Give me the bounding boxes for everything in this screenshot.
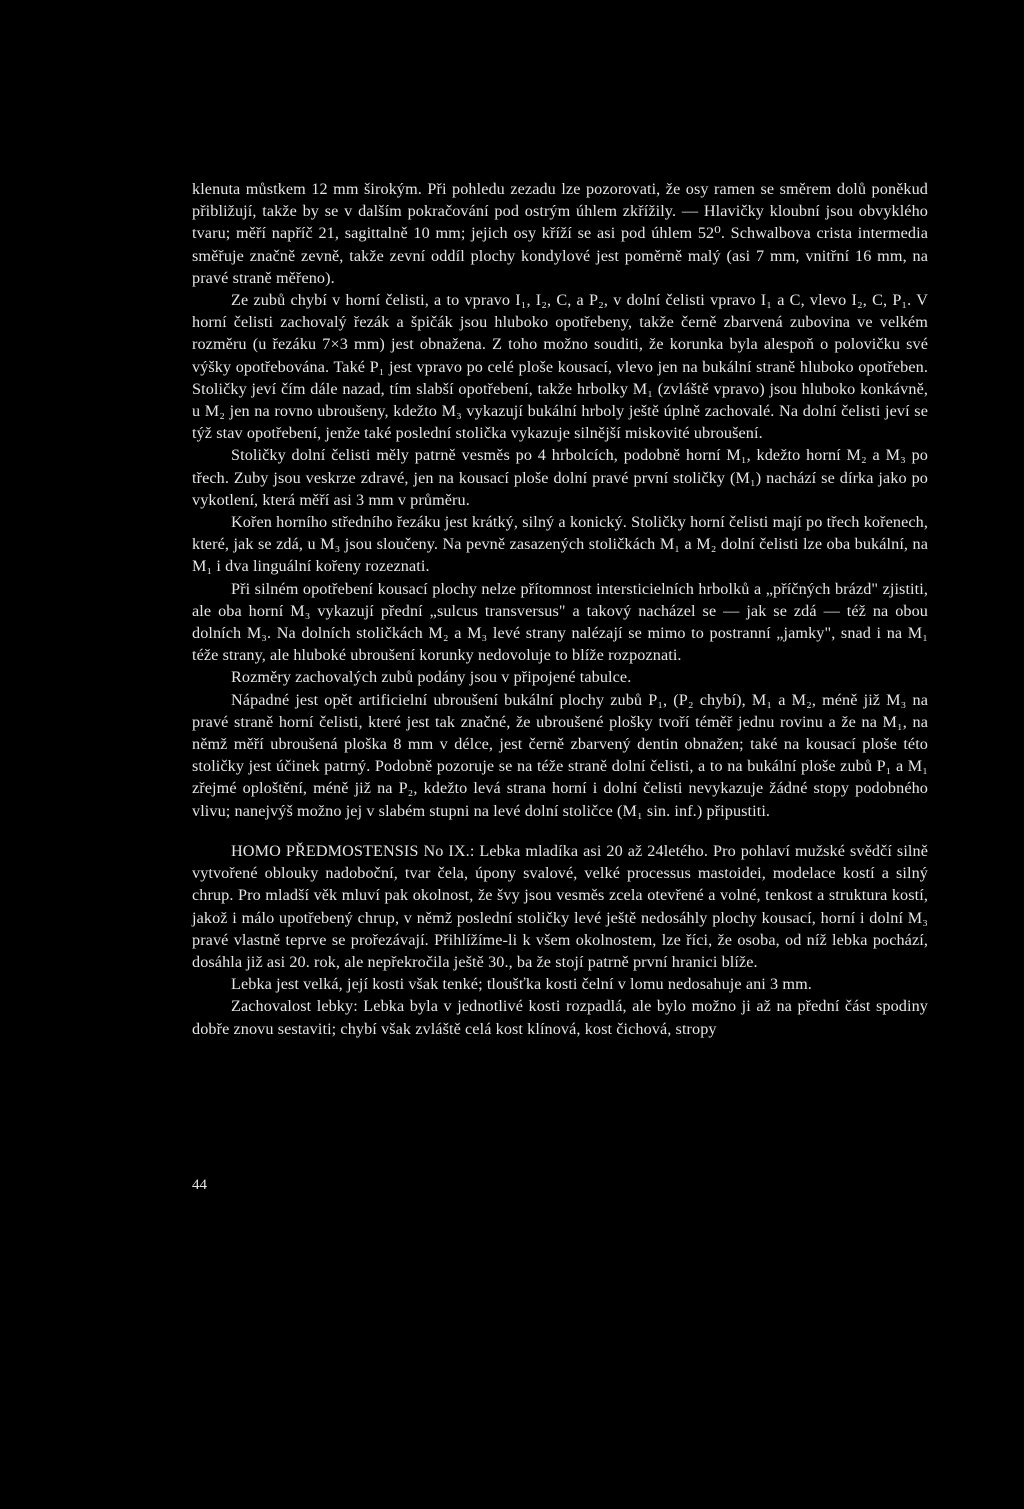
- paragraph: Stoličky dolní čelisti měly patrně vesměs po 4 hrbolcích, podobně horní M₁, kdežto horní M₂ a M₃ po třech. Zuby jsou veskrze zdravé, jen na kousací ploše dolní pravé první stoličky (M₁) nachází se dírka jako po vykotlení, která měří asi 3 mm v průměru.: [192, 446, 928, 509]
- body-text: [192, 178, 928, 1040]
- paragraph: Nápadné jest opět artificielní ubroušení bukální plochy zubů P₁, (P₂ chybí), M₁ a M₂, méně již M₃ na pravé straně horní čelisti, které jest tak značné, že ubroušené plošky tvoří téměř jednu rovinu a že na M₁, na němž měří ubroušená ploška 8 mm v délce, jest černě zbarvený dentin obnažen; také na kousací ploše této stoličky jest účinek patrný. Podobně pozoruje se na téže straně dolní čelisti, a to na bukální ploše zubů P₁ a M₁ zřejmé oploštění, méně již na P₂, kdežto levá strana horní i dolní čelisti nevykazuje žádné stopy podobného vlivu; nanejvýš možno jej v slabém stupni na levé dolní stoličce (M₁ sin. inf.) připustiti.: [192, 690, 928, 820]
- paragraph: Ze zubů chybí v horní čelisti, a to vpravo I₁, I₂, C, a P₂, v dolní čelisti vpravo I₁ a C, vlevo I₂, C, P₁. V horní čelisti zachovalý řezák a špičák jsou hluboko opotřebeny, takže černě zbarvená zubovina ve velkém rozměru (u řezáku 7×3 mm) jest obnažena. Z toho možno souditi, že korunka byla alespoň o polovičku své výšky opotřebována. Také P₁ jest vpravo po celé ploše kousací, vlevo jen na bukální straně hluboko opotřeben. Stoličky jeví čím dále nazad, tím slabší opotřebení, takže hrbolky M₁ (zvláště vpravo) jsou hluboko konkávně, u M₂ jen na rovno ubroušeny, kdežto M₃ vykazují bukální hrboly ještě úplně zachovalé. Na dolní čelisti jeví se týž stav opotřebení, jenže také poslední stolička vykazuje silnější miskovité ubroušení.: [192, 291, 928, 443]
- paragraph: Při silném opotřebení kousací plochy nelze přítomnost intersticielních hrbolků a „příčných brázd" zjistiti, ale oba horní M₃ vykazují přední „sulcus transversus" a takový nacházel se — jak se zdá — též na obou dolních M₃. Na dolních stoličkách M₂ a M₃ levé strany nalézají se mimo to postranní „jamky", snad i na M₁ téže strany, ale hluboké ubroušení korunky nedovoluje to blíže rozpoznati.: [192, 579, 928, 665]
- section-paragraph: HOMO PŘEDMOSTENSIS No IX.: Lebka mladíka asi 20 až 24letého. Pro pohlaví mužské svědčí silně vytvořené oblouky nadoboční, tvar čela, úpony svalové, velké processus mastoidei, modelace kostí a silný chrup. Pro mladší věk mluví pak okolnost, že švy jsou vesměs zcela otevřené a volné, tenkost a struktura kostí, jakož i málo upotřebený chrup, v němž poslední stoličky levé ještě nedosáhly plochy kousací, horní i dolní M₃ pravé vlastně teprve se prořezávají. Přihlížíme-li k všem okolnostem, lze říci, že osoba, od níž lebka pochází, dosáhla již asi 20. rok, ale nepřekročila ještě 30., ba že stojí patrně první hranici blíže.: [192, 841, 928, 971]
- paragraph: Lebka jest velká, její kosti však tenké; tloušťka kosti čelní v lomu nedosahuje ani 3 mm.: [231, 975, 812, 994]
- paragraph: Kořen horního středního řezáku jest krátký, silný a konický. Stoličky horní čelisti mají po třech kořenech, které, jak se zdá, u M₃ jsou sloučeny. Na pevně zasazených stoličkách M₁ a M₂ dolní čelisti lze oba bukální, na M₁ i dva linguální kořeny rozeznati.: [192, 513, 928, 576]
- paragraph: Rozměry zachovalých zubů podány jsou v připojené tabulce.: [231, 668, 632, 687]
- paragraph: Zachovalost lebky: Lebka byla v jednotlivé kosti rozpadlá, ale bylo možno ji až na přední část spodiny dobře znovu sestaviti; chybí však zvláště celá kost klínová, kost čichová, stropy: [192, 997, 928, 1038]
- page-number: 44: [192, 1177, 207, 1193]
- paragraph: klenuta můstkem 12 mm širokým. Při pohledu zezadu lze pozorovati, že osy ramen se směrem dolů poněkud přibližují, takže by se v dalším pokračování pod ostrým úhlem zkřížily. — Hlavičky kloubní jsou obvyklého tvaru; měří napříč 21, sagittalně 10 mm; jejich osy kříží se asi pod úhlem 52⁰. Schwalbova crista intermedia směřuje značně zevně, takže zevní oddíl plochy kondylové jest poměrně malý (asi 7 mm, vnitřní 16 mm, na pravé straně měřeno).: [192, 180, 928, 287]
